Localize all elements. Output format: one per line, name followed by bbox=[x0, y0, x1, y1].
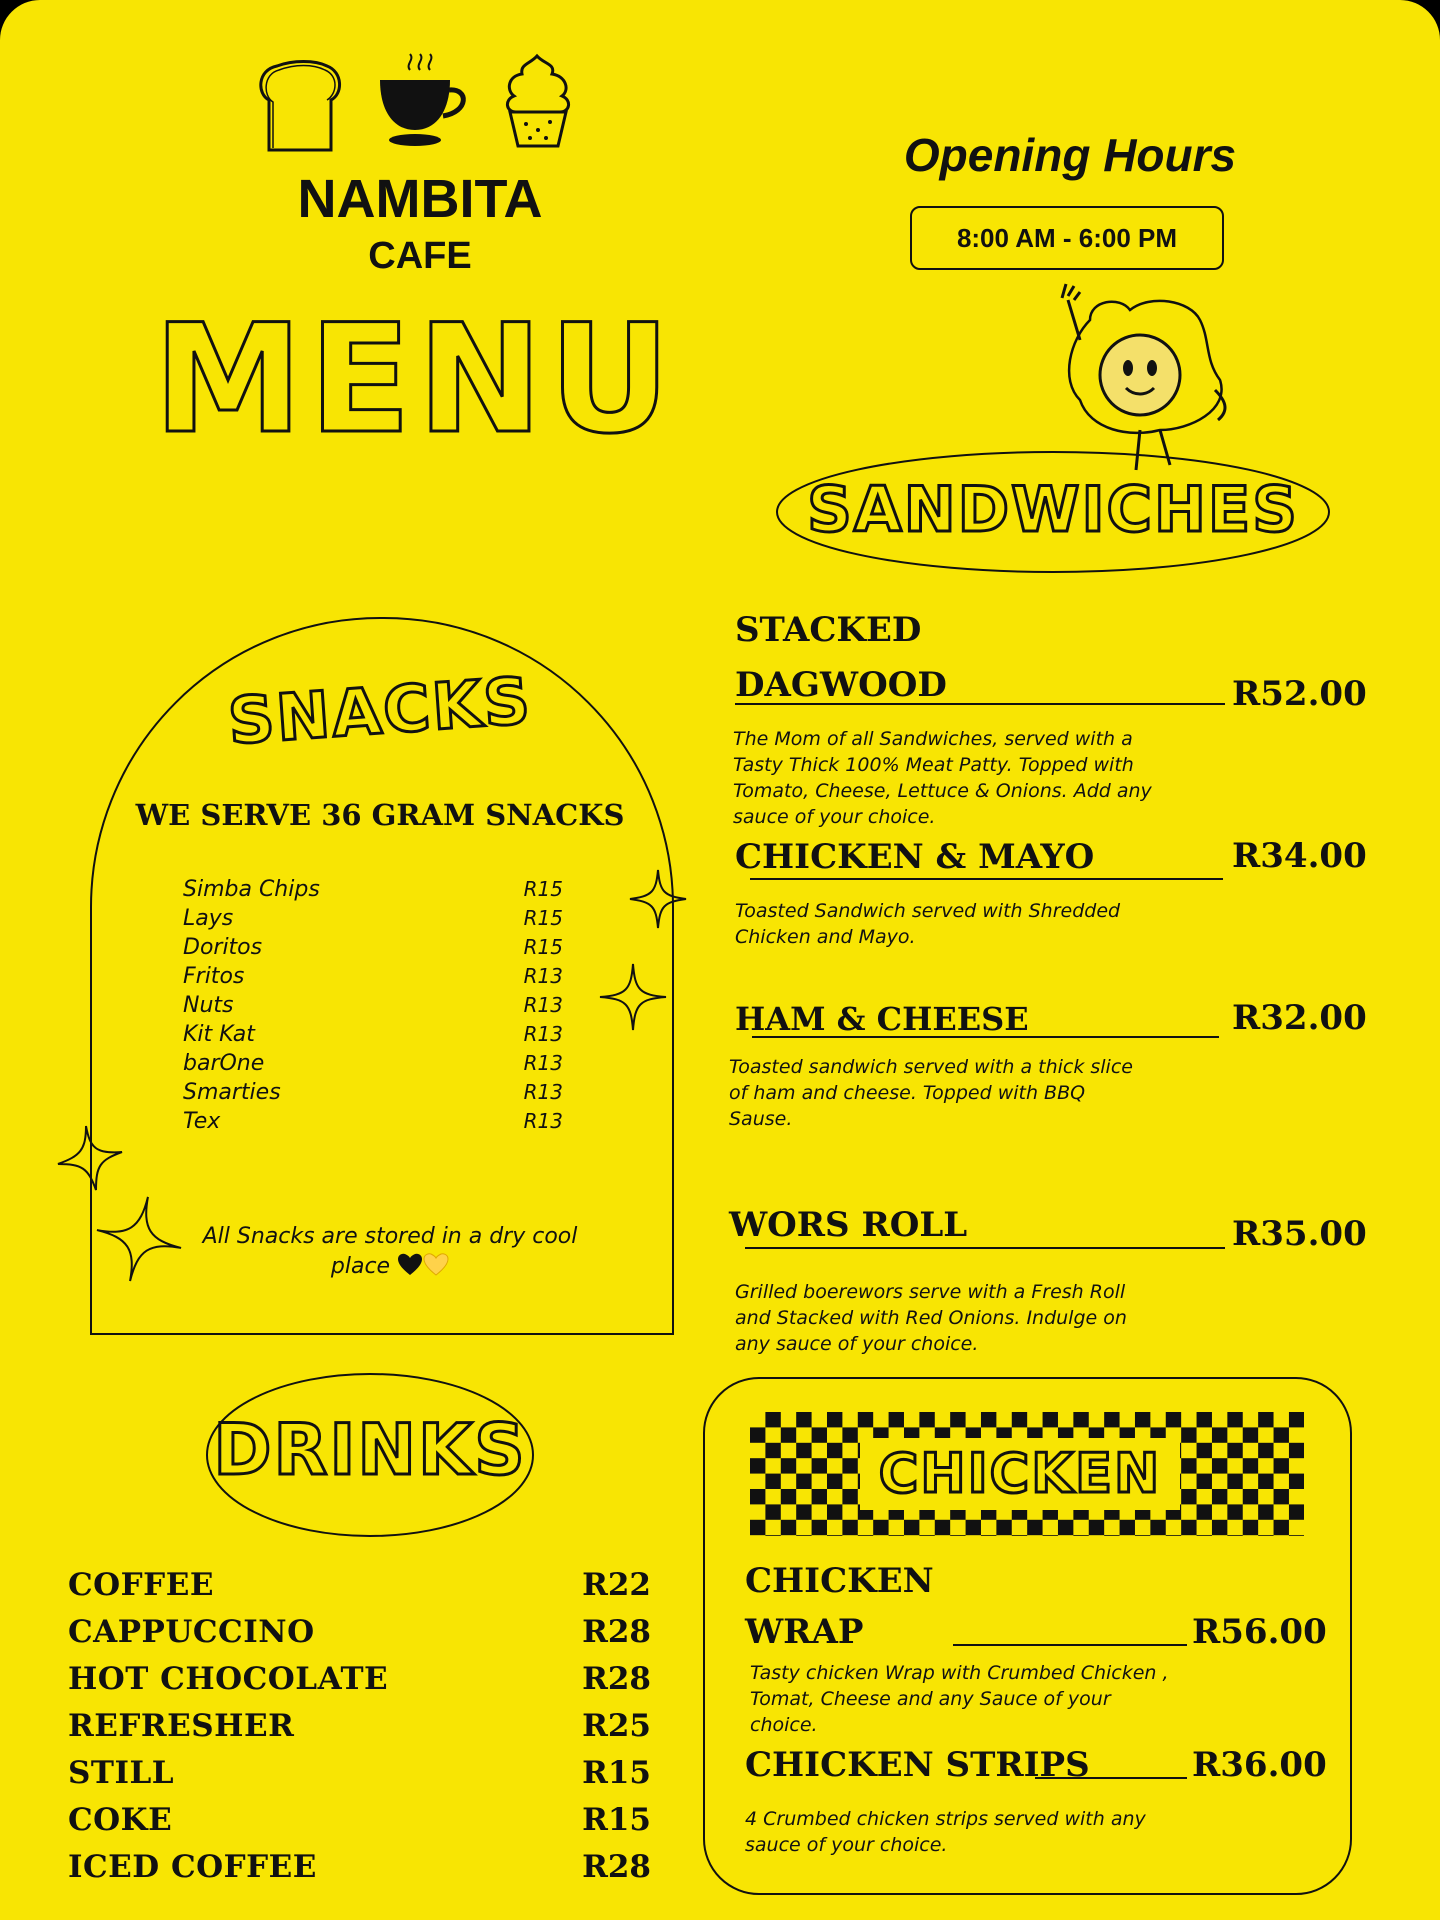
sandwich-1-name-line1: STACKED bbox=[735, 610, 922, 650]
chicken-1-desc bbox=[750, 1660, 1230, 1738]
list-item bbox=[183, 964, 583, 993]
desc-line: any sauce of your choice. bbox=[735, 1333, 979, 1355]
drinks-title: DRINKS bbox=[213, 1409, 527, 1491]
drink-name: HOT CHOCOLATE bbox=[68, 1661, 389, 1697]
desc-line: choice. bbox=[750, 1714, 818, 1736]
drink-name: COFFEE bbox=[68, 1567, 214, 1603]
chicken-2-name: CHICKEN STRIPS bbox=[745, 1745, 1090, 1785]
snack-name: Kit Kat bbox=[183, 1022, 255, 1047]
snacks-list bbox=[183, 877, 583, 1147]
snack-name: barOne bbox=[183, 1051, 265, 1076]
snack-price: R13 bbox=[523, 1051, 563, 1075]
sandwich-1-rule bbox=[735, 703, 1225, 705]
chicken-1-rule bbox=[953, 1644, 1187, 1646]
snack-price: R15 bbox=[523, 935, 563, 959]
desc-line: Tasty chicken Wrap with Crumbed Chicken , bbox=[750, 1662, 1169, 1684]
sandwich-4-rule bbox=[745, 1247, 1225, 1249]
drink-price: R15 bbox=[582, 1802, 651, 1838]
desc-line: The Mom of all Sandwiches, served with a bbox=[733, 728, 1133, 750]
sandwich-4-price: R35.00 bbox=[1232, 1214, 1367, 1254]
hours-badge bbox=[910, 206, 1224, 270]
heart-icon bbox=[397, 1253, 423, 1277]
drink-price: R25 bbox=[582, 1708, 651, 1744]
snack-price: R13 bbox=[523, 1022, 563, 1046]
drink-price: R28 bbox=[582, 1614, 651, 1650]
sandwich-3-rule bbox=[752, 1036, 1219, 1038]
snack-name: Doritos bbox=[183, 935, 263, 960]
sandwich-1-price: R52.00 bbox=[1232, 674, 1367, 714]
drink-name: ICED COFFEE bbox=[68, 1849, 317, 1885]
list-item bbox=[183, 1109, 583, 1138]
drinks-list bbox=[68, 1567, 651, 1907]
chicken-1-name-line2: WRAP bbox=[745, 1612, 864, 1652]
drink-price: R15 bbox=[582, 1755, 651, 1791]
list-item bbox=[183, 1080, 583, 1109]
list-item bbox=[183, 877, 583, 906]
desc-line: Chicken and Mayo. bbox=[735, 926, 916, 948]
list-item bbox=[183, 1051, 583, 1080]
list-item bbox=[68, 1661, 651, 1708]
desc-line: Tomato, Cheese, Lettuce & Onions. Add any bbox=[733, 780, 1152, 802]
sparkle-star-icon bbox=[56, 1124, 124, 1192]
snack-price: R15 bbox=[523, 906, 563, 930]
drink-price: R28 bbox=[582, 1849, 651, 1885]
snacks-headline: WE SERVE 36 GRAM SNACKS bbox=[135, 798, 625, 832]
drink-name: COKE bbox=[68, 1802, 173, 1838]
cupcake-icon bbox=[500, 50, 575, 150]
desc-line: of ham and cheese. Topped with BBQ bbox=[729, 1082, 1086, 1104]
chicken-1-name-line1: CHICKEN bbox=[745, 1561, 934, 1601]
sandwich-2-rule bbox=[750, 878, 1223, 880]
snack-name: Fritos bbox=[183, 964, 245, 989]
snacks-note bbox=[190, 1222, 590, 1282]
snack-price: R13 bbox=[523, 1080, 563, 1104]
hours-heading: Opening Hours bbox=[903, 129, 1237, 181]
snacks-note-text: place bbox=[330, 1254, 391, 1279]
list-item bbox=[183, 906, 583, 935]
chicken-2-price: R36.00 bbox=[1192, 1745, 1327, 1785]
snack-price: R13 bbox=[523, 964, 563, 988]
brand-name: NAMBITA bbox=[297, 169, 543, 229]
drink-price: R22 bbox=[582, 1567, 651, 1603]
drink-name: REFRESHER bbox=[68, 1708, 295, 1744]
bread-icon bbox=[255, 60, 345, 155]
list-item bbox=[68, 1802, 651, 1849]
sandwich-4-desc bbox=[735, 1279, 1215, 1357]
sparkle-star-icon bbox=[94, 1194, 184, 1284]
desc-line: 4 Crumbed chicken strips served with any bbox=[745, 1808, 1146, 1830]
list-item bbox=[68, 1708, 651, 1755]
desc-line: Sause. bbox=[729, 1108, 793, 1130]
sandwich-3-price: R32.00 bbox=[1232, 998, 1367, 1038]
chicken-title: CHICKEN bbox=[860, 1438, 1180, 1510]
sandwich-2-desc bbox=[735, 898, 1215, 950]
sandwich-4-name: WORS ROLL bbox=[729, 1205, 968, 1245]
drink-price: R28 bbox=[582, 1661, 651, 1697]
drink-name: CAPPUCCINO bbox=[68, 1614, 315, 1650]
list-item bbox=[68, 1614, 651, 1661]
desc-line: Toasted sandwich served with a thick slice bbox=[729, 1056, 1133, 1078]
desc-line: sauce of your choice. bbox=[745, 1834, 948, 1856]
snacks-note-line2 bbox=[190, 1252, 590, 1282]
sandwich-2-name: CHICKEN & MAYO bbox=[735, 837, 1095, 877]
coffee-cup-icon bbox=[375, 50, 470, 150]
snack-price: R13 bbox=[523, 1109, 563, 1133]
desc-line: Toasted Sandwich served with Shredded bbox=[735, 900, 1121, 922]
desc-line: Tasty Thick 100% Meat Patty. Topped with bbox=[733, 754, 1134, 776]
snacks-title: SNACKS bbox=[225, 664, 535, 760]
heart-icon bbox=[423, 1253, 449, 1277]
list-item bbox=[183, 935, 583, 964]
menu-heading: MENU bbox=[153, 293, 677, 467]
chicken-2-rule bbox=[1035, 1777, 1187, 1779]
list-item bbox=[68, 1849, 651, 1896]
brand-subtitle: CAFE bbox=[368, 235, 472, 277]
chicken-1-price: R56.00 bbox=[1192, 1612, 1327, 1652]
desc-line: sauce of your choice. bbox=[733, 806, 936, 828]
desc-line: Grilled boerewors serve with a Fresh Roll bbox=[735, 1281, 1126, 1303]
chicken-2-desc bbox=[745, 1806, 1225, 1858]
list-item bbox=[68, 1755, 651, 1802]
snack-name: Nuts bbox=[183, 993, 234, 1018]
desc-line: and Stacked with Red Onions. Indulge on bbox=[735, 1307, 1127, 1329]
hours-time: 8:00 AM - 6:00 PM bbox=[956, 223, 1178, 253]
snacks-note-line1: All Snacks are stored in a dry cool bbox=[202, 1224, 578, 1249]
sandwich-1-desc bbox=[733, 726, 1213, 830]
snack-name: Simba Chips bbox=[183, 877, 320, 902]
sandwich-3-name: HAM & CHEESE bbox=[735, 1000, 1029, 1038]
snack-name: Smarties bbox=[183, 1080, 281, 1105]
desc-line: Tomat, Cheese and any Sauce of your bbox=[750, 1688, 1111, 1710]
sandwiches-title: SANDWICHES bbox=[807, 473, 1299, 546]
sandwich-3-desc bbox=[729, 1054, 1209, 1132]
sparkle-star-icon bbox=[628, 868, 688, 930]
list-item bbox=[183, 1022, 583, 1051]
sandwich-1-name-line2: DAGWOOD bbox=[735, 665, 947, 705]
snack-price: R13 bbox=[523, 993, 563, 1017]
sandwich-2-price: R34.00 bbox=[1232, 836, 1367, 876]
snack-name: Tex bbox=[183, 1109, 221, 1134]
list-item bbox=[68, 1567, 651, 1614]
list-item bbox=[183, 993, 583, 1022]
snack-price: R15 bbox=[523, 877, 563, 901]
drink-name: STILL bbox=[68, 1755, 175, 1791]
sparkle-star-icon bbox=[598, 962, 668, 1032]
snack-name: Lays bbox=[183, 906, 234, 931]
